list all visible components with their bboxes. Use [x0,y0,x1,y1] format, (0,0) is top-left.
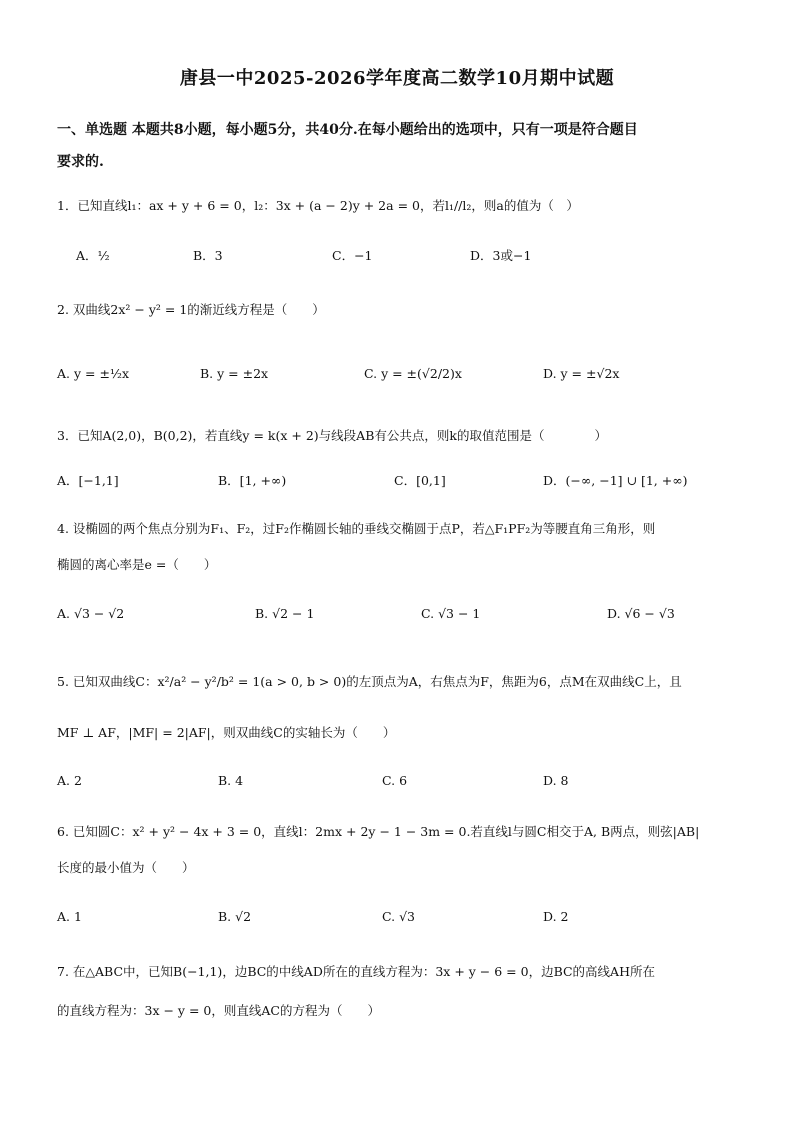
q2-option-b: B. y = ±2x [200,366,269,381]
q5-option-b: B. 4 [218,773,244,788]
q1-option-c: C．−1 [332,248,373,263]
q3-option-d: D．(−∞, −1] ∪ [1, +∞) [543,473,688,488]
question-7-stem-line2: 的直线方程为：3x − y = 0，则直线AC的方程为（ ） [57,1003,380,1018]
q3-option-a: A．[−1,1] [57,473,119,488]
q4-option-a: A. √3 − √2 [57,606,125,621]
q6-option-c: C. √3 [382,909,415,924]
question-1-stem: 1．已知直线l₁：ax + y + 6 = 0，l₂：3x + (a − 2)y + 2a = 0，若l₁//l₂，则a的值为（ ） [57,198,579,213]
q6-option-d: D. 2 [543,909,569,924]
question-3-stem: 3．已知A(2,0)，B(0,2)，若直线y = k(x + 2)与线段AB有公共点，则k的取值范围是（ ） [57,428,607,443]
question-7-stem-line1: 7. 在△ABC中，已知B(−1,1)，边BC的中线AD所在的直线方程为：3x + y − 6 = 0，边BC的高线AH所在 [57,964,655,979]
section-heading-line2: 要求的. [57,154,104,170]
q3-option-c: C．[0,1] [394,473,446,488]
q3-option-b: B．[1, +∞) [218,473,287,488]
q2-option-a: A. y = ±½x [57,366,130,381]
question-4-stem-line2: 椭圆的离心率是e =（ ） [57,557,217,572]
q2-option-d: D. y = ±√2x [543,366,620,381]
q2-option-c: C. y = ±(√2/2)x [364,366,462,381]
q6-option-b: B. √2 [218,909,252,924]
question-5-stem-line2: MF ⊥ AF，|MF| = 2|AF|，则双曲线C的实轴长为（ ） [57,725,396,740]
q4-option-b: B. √2 − 1 [255,606,315,621]
q5-option-c: C. 6 [382,773,408,788]
question-6-stem-line1: 6. 已知圆C：x² + y² − 4x + 3 = 0，直线l：2mx + 2y − 1 − 3m = 0.若直线l与圆C相交于A, B两点，则弦|AB| [57,824,700,839]
question-5-stem-line1: 5. 已知双曲线C：x²/a² − y²/b² = 1(a > 0, b > 0)的左顶点为A，右焦点为F，焦距为6，点M在双曲线C上，且 [57,674,682,689]
q6-option-a: A. 1 [57,909,82,924]
q1-option-d: D．3或−1 [470,248,532,263]
section-heading-line1: 一、单选题 本题共8小题，每小题5分，共40分.在每小题给出的选项中，只有一项是符合题目 [57,122,638,138]
q1-option-a: A．½ [76,248,110,263]
q1-option-b: B．3 [193,248,223,263]
q4-option-d: D. √6 − √3 [607,606,675,621]
question-4-stem-line1: 4. 设椭圆的两个焦点分别为F₁、F₂，过F₂作椭圆长轴的垂线交椭圆于点P，若△F₁PF₂为等腰直角三角形，则 [57,521,656,536]
question-2-stem: 2. 双曲线2x² − y² = 1的渐近线方程是（ ） [57,302,325,317]
q5-option-d: D. 8 [543,773,569,788]
q4-option-c: C. √3 − 1 [421,606,481,621]
question-6-stem-line2: 长度的最小值为（ ） [57,860,195,875]
page-title: 唐县一中2025-2026学年度高二数学10月期中试题 [179,68,615,89]
q5-option-a: A. 2 [57,773,82,788]
